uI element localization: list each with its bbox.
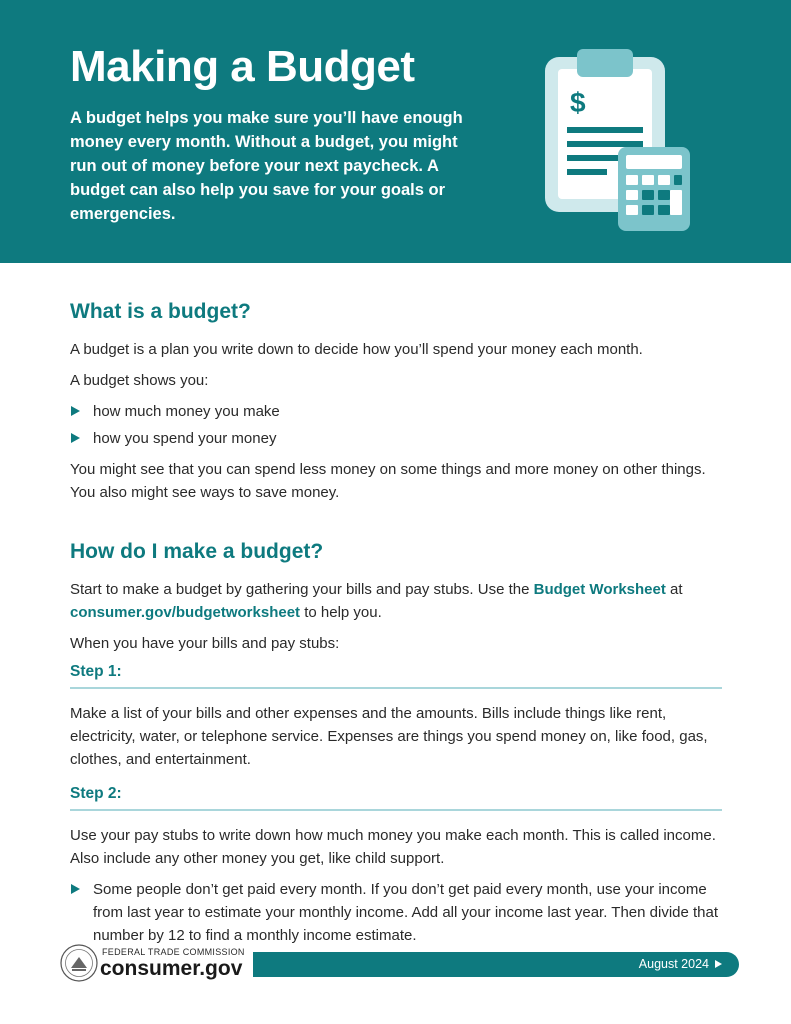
list-item bbox=[70, 878, 722, 947]
step-1-label: Step 1: bbox=[70, 663, 722, 689]
footer-bar bbox=[253, 952, 739, 977]
ftc-seal-icon bbox=[60, 944, 98, 982]
list-item bbox=[70, 427, 722, 450]
page-title: Making a Budget bbox=[70, 42, 415, 91]
header-banner bbox=[0, 0, 791, 263]
publication-date: August 2024 bbox=[638, 957, 709, 971]
bullet-arrow-icon bbox=[71, 884, 80, 894]
bullet-list bbox=[70, 400, 722, 450]
step-1-text: Make a list of your bills and other expenses and the amounts. Bills include things like rent, electricity, water, or telephone service. Expenses are things you spend money on, like food, gas, clothes, and entertainment. bbox=[70, 705, 708, 768]
paragraph: When you have your bills and pay stubs: bbox=[70, 635, 340, 652]
budget-worksheet-link[interactable]: Budget Worksheet bbox=[533, 581, 666, 598]
play-arrow-icon bbox=[715, 960, 722, 968]
list-item-text: how you spend your money bbox=[93, 430, 277, 447]
list-item-text: Some people don’t get paid every month. If you don’t get paid every month, use your income from last year to estimate your monthly income. Add all your income last year. Then divide that number by 12 to find a monthly income estimate. bbox=[93, 881, 719, 944]
bullet-list bbox=[70, 878, 722, 947]
paragraph: You might see that you can spend less money on some things and more money on other things. You also might see ways to save money. bbox=[70, 461, 706, 501]
intro-text: A budget helps you make sure you’ll have enough money every month. Without a budget, you might run out of money before your next paycheck. A budget can also help you save for your goals or emergencies. bbox=[70, 109, 463, 223]
step-2-label: Step 2: bbox=[70, 785, 722, 811]
bullet-arrow-icon bbox=[71, 433, 80, 443]
section-heading-what: What is a budget? bbox=[70, 300, 251, 323]
paragraph: A budget is a plan you write down to decide how you’ll spend your money each month. bbox=[70, 341, 643, 358]
step-2-text: Use your pay stubs to write down how much money you make each month. This is called income. Also include any other money you get, like child support. bbox=[70, 827, 716, 867]
list-item bbox=[70, 400, 722, 423]
consumer-gov-worksheet-link[interactable]: consumer.gov/budgetworksheet bbox=[70, 604, 301, 621]
section-heading-how: How do I make a budget? bbox=[70, 540, 324, 563]
paragraph: A budget shows you: bbox=[70, 372, 209, 389]
paragraph-worksheet: Start to make a budget by gathering your bills and pay stubs. Use the Budget Worksheet at consumer.gov/budgetworksheet to help you. bbox=[70, 581, 683, 621]
main-content bbox=[70, 300, 722, 955]
site-logo-text[interactable]: consumer.gov bbox=[100, 957, 243, 980]
agency-name: FEDERAL TRADE COMMISSION bbox=[102, 947, 245, 957]
footer bbox=[58, 944, 740, 986]
dollar-symbol: $ bbox=[570, 87, 586, 118]
list-item-text: how much money you make bbox=[93, 403, 280, 420]
bullet-arrow-icon bbox=[71, 406, 80, 416]
clipboard-calculator-icon bbox=[540, 45, 700, 240]
